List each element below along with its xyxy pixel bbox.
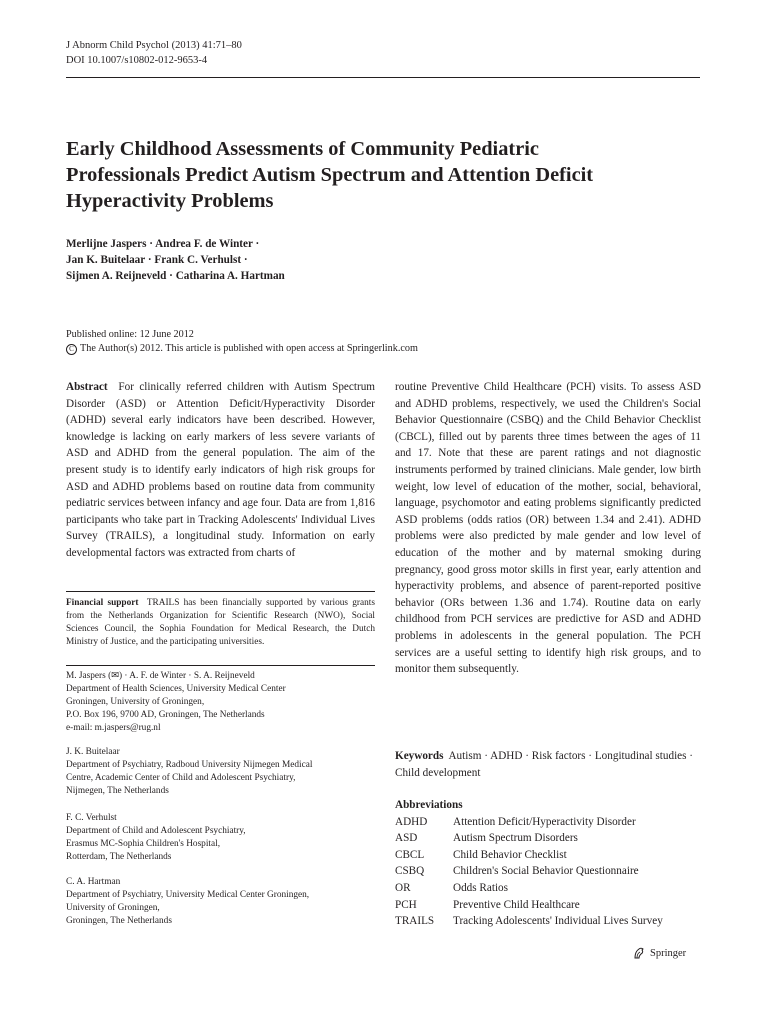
abbreviation-value: Attention Deficit/Hyperactivity Disorder xyxy=(453,815,636,828)
affiliation-1 xyxy=(66,670,375,735)
abbreviation-value: Children's Social Behavior Questionnaire xyxy=(453,865,639,878)
affiliation-line: Department of Psychiatry, Radboud University Nijmegen Medical xyxy=(66,760,313,770)
abbreviation-row xyxy=(395,830,701,847)
author-line-3: Sijmen A. Reijneveld · Catharina A. Hartman xyxy=(66,270,285,282)
abbreviation-key: CSBQ xyxy=(395,865,425,878)
abbreviation-key: OR xyxy=(395,881,411,894)
abbreviation-key: CBCL xyxy=(395,848,425,861)
author-line-1: Merlijne Jaspers · Andrea F. de Winter · xyxy=(66,238,260,250)
abbreviation-value: Tracking Adolescents' Individual Lives Survey xyxy=(453,915,663,928)
abbreviation-row xyxy=(395,863,701,880)
affiliation-3 xyxy=(66,812,375,864)
affiliation-line: Groningen, University of Groningen, xyxy=(66,697,205,707)
affiliation-line: Erasmus MC-Sophia Children's Hospital, xyxy=(66,839,221,849)
springer-horse-icon xyxy=(632,946,646,960)
affiliation-divider xyxy=(66,665,375,666)
copyright-line xyxy=(66,342,418,356)
copyright-text: The Author(s) 2012. This article is published with open access at Springerlink.com xyxy=(80,343,418,354)
abbreviations xyxy=(395,797,701,930)
abbreviation-row xyxy=(395,814,701,831)
author-line-2: Jan K. Buitelaar · Frank C. Verhulst · xyxy=(66,254,248,266)
abbreviation-value: Autism Spectrum Disorders xyxy=(453,832,578,845)
keywords-text: Autism · ADHD · Risk factors · Longitudinal studies · Child development xyxy=(395,750,694,779)
affiliation-line: Department of Child and Adolescent Psychiatry, xyxy=(66,826,246,836)
journal-citation: J Abnorm Child Psychol (2013) 41:71–80 xyxy=(66,40,242,51)
author-list xyxy=(66,236,586,284)
abbreviation-key: ADHD xyxy=(395,815,428,828)
published-date: Published online: 12 June 2012 xyxy=(66,329,194,340)
abstract-text-right: routine Preventive Child Healthcare (PCH) visits. To assess ASD and ADHD problems, respectively, we used the Children's Social Behavior Questionnaire (CSBQ) and the Child Behavior Checklist (CBCL), filled out by parents three times between the ages of 11 and 17. Note that these are parent ratings and not diagnostic instruments performed by trained clinicians. Male gender, low birth weight, low level of education of the mother, social, behavioral, language, psychomotor and eating problems significantly predicted ASD problems (odds ratios (OR) between 1.34 and 2.41). ADHD problems were also predicted by male gender and low level of education of the mother and by maternal smoking during pregnancy, good gross motor skills in first year, early attention and hyperactivity problems, and absence of parent-reported positive behavior (ORs between 1.36 and 1.74). Routine data on early childhood from PCH services are predictive for ASD and ADHD problems in adolescents in the general population. The PCH services are a useful setting to identify high risk groups, and to monitor them subsequently. xyxy=(395,381,701,676)
affiliation-line: Groningen, The Netherlands xyxy=(66,916,172,926)
funding-label: Financial support xyxy=(66,598,139,608)
abbreviation-value: Child Behavior Checklist xyxy=(453,848,567,861)
abbreviation-row xyxy=(395,897,701,914)
title-line-2: Professionals Predict Autism Spectrum and Attention Deficit xyxy=(66,164,594,186)
journal-header xyxy=(66,38,242,68)
abbreviation-row xyxy=(395,913,701,930)
header-divider xyxy=(66,77,700,78)
affiliation-line: Rotterdam, The Netherlands xyxy=(66,852,172,862)
doi: DOI 10.1007/s10802-012-9653-4 xyxy=(66,55,208,66)
affiliation-line: University of Groningen, xyxy=(66,903,160,913)
keywords xyxy=(395,748,701,781)
affiliation-authors: F. C. Verhulst xyxy=(66,813,117,823)
affiliation-4 xyxy=(66,876,375,928)
affiliation-line: P.O. Box 196, 9700 AD, Groningen, The Netherlands xyxy=(66,710,265,720)
affiliation-authors: M. Jaspers (✉) · A. F. de Winter · S. A. Reijneveld xyxy=(66,671,255,681)
publication-info xyxy=(66,328,418,356)
title-line-3: Hyperactivity Problems xyxy=(66,190,274,212)
abbreviations-title: Abbreviations xyxy=(395,799,463,811)
abbreviation-key: TRAILS xyxy=(395,915,435,928)
affiliation-line: Department of Psychiatry, University Medical Center Groningen, xyxy=(66,890,310,900)
abbreviation-value: Odds Ratios xyxy=(453,881,509,894)
abstract-label: Abstract xyxy=(66,381,108,393)
affiliation-line: Nijmegen, The Netherlands xyxy=(66,786,169,796)
funding-note xyxy=(66,597,375,649)
affiliation-2 xyxy=(66,746,375,798)
affiliation-line: Centre, Academic Center of Child and Adolescent Psychiatry, xyxy=(66,773,296,783)
abstract-left-column xyxy=(66,379,375,562)
publisher-name: Springer xyxy=(650,947,687,959)
abstract-right-column xyxy=(395,379,701,678)
abstract-text-left: For clinically referred children with Autism Spectrum Disorder (ASD) or Attention Deficit/Hyperactivity Disorder (ADHD) several early indicators have been described. However, knowledge is lacking on early markers of less severe variants of ASD and ADHD from the general population. The aim of the present study is to identify early indicators of high risk groups for ASD and ADHD problems based on routine data from community pediatric services between infancy and age four. Data are from 1,816 participants who take part in Tracking Adolescents' Individual Lives Survey (TRAILS), a longitudinal study. Information on early developmental factors was extracted from charts of xyxy=(66,381,375,559)
abbreviation-key: PCH xyxy=(395,898,417,911)
footnote-divider xyxy=(66,591,375,592)
abbreviation-row xyxy=(395,847,701,864)
affiliation-authors: J. K. Buitelaar xyxy=(66,747,120,757)
abbreviation-row xyxy=(395,880,701,897)
publisher-logo xyxy=(632,946,686,960)
abbreviation-value: Preventive Child Healthcare xyxy=(453,898,580,911)
affiliation-email[interactable]: e-mail: m.jaspers@rug.nl xyxy=(66,723,161,733)
affiliation-line: Department of Health Sciences, University Medical Center xyxy=(66,684,286,694)
article-title xyxy=(66,136,706,214)
keywords-label: Keywords xyxy=(395,750,444,762)
affiliation-authors: C. A. Hartman xyxy=(66,877,121,887)
copyright-icon: C xyxy=(66,344,77,355)
abbreviation-key: ASD xyxy=(395,832,418,845)
funding-text: TRAILS has been financially supported by various grants from the Netherlands Organization for Scientific Research (NWO), Social Sciences Council, the Sophia Foundation for Medical Research, the Dutch Ministry of Justice, and the participating universities. xyxy=(66,598,375,647)
title-line-1: Early Childhood Assessments of Community Pediatric xyxy=(66,138,539,160)
